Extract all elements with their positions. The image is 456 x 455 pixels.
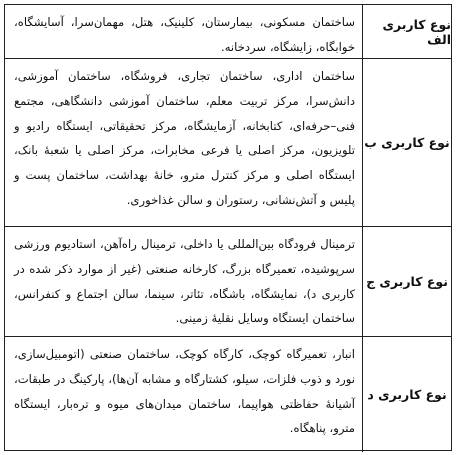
usage-type-description: انبار، تعمیرگاه کوچک، کارگاه کوچک، ساختمان صنعتی (اتومبیل‌سازی، نورد و ذوب فلزات، سیلو، کشتارگاه و مشابه آن‌ها)، پارکینگ در طبقات، آشیانهٔ حفاظتی هواپیما، ساختمان میدان‌های میوه و تره‌بار، ایستگاه مترو، پناهگاه. (14, 347, 355, 436)
table-row (5, 5, 451, 59)
usage-type-description: ساختمان مسکونی، بیمارستان، کلینیک، هتل، مهمان‌سرا، آسایشگاه، خوابگاه، زایشگاه، سردخانه. (14, 15, 355, 54)
usage-type-description: ساختمان اداری، ساختمان تجاری، فروشگاه، ساختمان آموزشی، دانش‌سرا، مرکز تربیت معلم، ساختمان آموزشی دانشگاهی، مجتمع فنی–حرفه‌ای، کتابخانه، آزمایشگاه، مرکز تحقیقاتی، ایستگاه رادیو و تلویزیون، مرکز اصلی یا فرعی مخابرات، مرکز اصلی یا شعبهٔ بانک، ایستگاه اصلی و مرکز کنترل مترو، خانهٔ بهداشت، ساختمان پست و پلیس و آتش‌نشانی، رستوران و سالن غذاخوری. (14, 69, 355, 207)
usage-type-table (4, 4, 452, 451)
table-row (5, 227, 451, 337)
usage-type-label: نوع کاربری ج (362, 227, 451, 336)
usage-type-label: نوع کاربری الف (362, 5, 451, 58)
table-row (5, 59, 451, 227)
table-row (5, 337, 451, 452)
usage-type-label: نوع کاربری ب (362, 59, 451, 226)
usage-type-label: نوع کاربری د (362, 337, 451, 452)
usage-type-description: ترمینال فرودگاه بین‌المللی یا داخلی، ترمینال راه‌آهن، استادیوم ورزشی سرپوشیده، تعمیرگاه بزرگ، کارخانه صنعتی (غیر از موارد ذکر شده در کاربری د)، نمایشگاه، باشگاه، تئاتر، سینما، سالن اجتماع و کنفرانس، ساختمان ایستگاه وسایل نقلیهٔ زمینی. (14, 237, 355, 326)
